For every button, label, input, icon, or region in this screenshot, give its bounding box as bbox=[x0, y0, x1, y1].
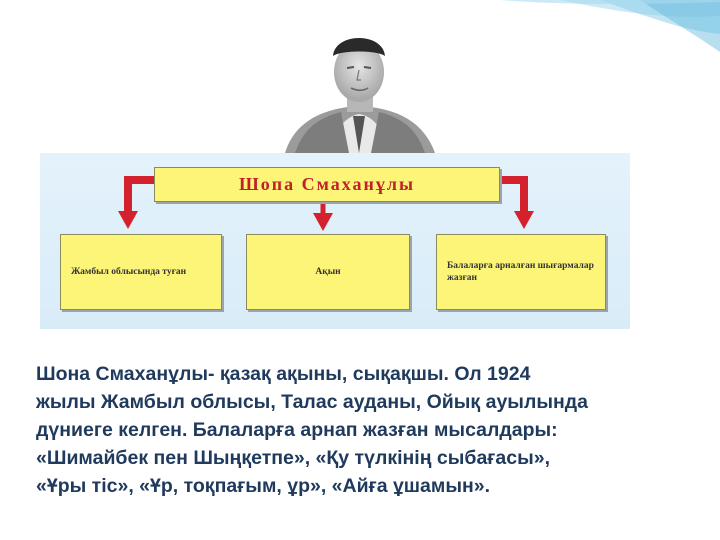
concept-diagram bbox=[40, 153, 630, 329]
diagram-title-box: Шопа Смаханұлы bbox=[154, 167, 500, 202]
diagram-box-children-works: Балаларға арналған шығармалар жазған bbox=[436, 234, 606, 310]
description-text bbox=[36, 360, 706, 500]
description-line: «Ұры тіс», «Ұр, тоқпағым, ұр», «Айға ұшамын». bbox=[36, 475, 491, 497]
diagram-box-poet: Ақын bbox=[246, 234, 410, 310]
description-line: Шона Смаханұлы- қазақ ақыны, сықақшы. Ол 1924 bbox=[36, 363, 531, 385]
portrait-photo bbox=[255, 20, 462, 153]
description-line: жылы Жамбыл облысы, Талас ауданы, Ойық ауылында bbox=[36, 391, 588, 413]
diagram-box-birthplace: Жамбыл облысында туған bbox=[60, 234, 222, 310]
description-line: «Шимайбек пен Шыңқетпе», «Қу түлкінің сыбағасы», bbox=[36, 447, 551, 469]
description-line: дүниеге келген. Балаларға арнап жазған мысалдары: bbox=[36, 419, 558, 441]
